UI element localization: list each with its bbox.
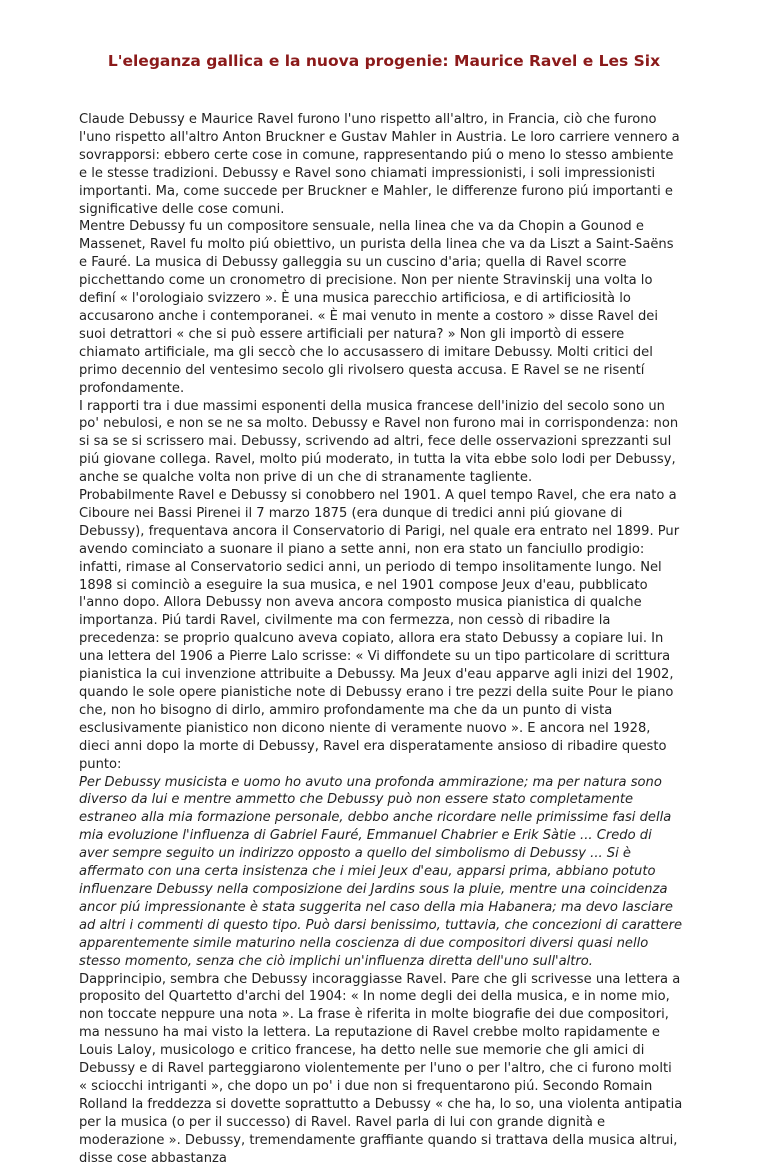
paragraph-3: I rapporti tra i due massimi esponenti della musica francese dell'inizio del secolo sono un po' nebulosi, e non se ne sa molto. Debussy e Ravel non furono mai in corrispondenza: non si sa se si scrissero mai. Debussy, scrivendo ad altri, fece delle osservazioni sprezzanti sul piú giovane collega. Ravel, molto piú moderato, in tutta la vita ebbe solo lodi per Debussy, anche se qualche volta non prive di un che di stranamente tagliente. bbox=[79, 398, 683, 488]
paragraph-4: Probabilmente Ravel e Debussy si conobbero nel 1901. A quel tempo Ravel, che era nato a Ciboure nei Bassi Pirenei il 7 marzo 1875 (era dunque di tredici anni piú giovane di Debussy), frequentava ancora il Conservatorio di Parigi, nel quale era entrato nel 1899. Pur avendo cominciato a suonare il piano a sette anni, non era stato un fanciullo prodigio: infatti, rimase al Conservatorio sedici anni, un periodo di tempo insolitamente lungo. Nel 1898 si cominciò a eseguire la sua musica, e nel 1901 compose Jeux d'eau, pubblicato l'anno dopo. Allora Debussy non aveva ancora composto musica pianistica di qualche importanza. Piú tardi Ravel, civilmente ma con fermezza, non cessò di ribadire la precedenza: se proprio qualcuno aveva copiato, allora era stato Debussy a copiare lui. In una lettera del 1906 a Pierre Lalo scrisse: « Vi diffondete su un tipo particolare di scrittura pianistica la cui invenzione attribuite a Debussy. Ma Jeux d'eau apparve agli inizi del 1902, quando le sole opere pianistiche note di Debussy erano i tre pezzi della suite Pour le piano che, non ho bisogno di dirlo, ammiro profondamente ma che da un punto di vista esclusivamente pianistico non dicono niente di veramente nuovo ». E ancora nel 1928, dieci anni dopo la morte di Debussy, Ravel era disperatamente ansioso di ribadire questo punto: bbox=[79, 487, 683, 774]
document-title: L'eleganza gallica e la nuova progenie: Maurice Ravel e Les Six bbox=[0, 52, 768, 70]
paragraph-2: Mentre Debussy fu un compositore sensuale, nella linea che va da Chopin a Gounod e Massenet, Ravel fu molto piú obiettivo, un purista della linea che va da Liszt a Saint-Saëns e Fauré. La musica di Debussy galleggia su un cuscino d'aria; quella di Ravel scorre picchettando come un cronometro di precisione. Non per niente Stravinskij una volta lo definí « l'orologiaio svizzero ». È una musica parecchio artificiosa, e di artificiosità lo accusarono anche i contemporanei. « È mai venuto in mente a costoro » disse Ravel dei suoi detrattori « che si può essere artificiali per natura? » Non gli importò di essere chiamato artificiale, ma gli seccò che lo accusassero di imitare Debussy. Molti critici del primo decennio del ventesimo secolo gli rivolsero questa accusa. E Ravel se ne risentí profondamente. bbox=[79, 218, 683, 397]
paragraph-6: Dapprincipio, sembra che Debussy incoraggiasse Ravel. Pare che gli scrivesse una lettera a proposito del Quartetto d'archi del 1904: « In nome degli dei della musica, e in nome mio, non toccate neppure una nota ». La frase è riferita in molte biografie dei due compositori, ma nessuno ha mai visto la lettera. La reputazione di Ravel crebbe molto rapidamente e Louis Laloy, musicologo e critico francese, ha detto nelle sue memorie che gli amici di Debussy e di Ravel parteggiarono violentemente per l'uno o per l'altro, che ci furono molti « sciocchi intriganti », che dopo un po' i due non si frequentarono piú. Secondo Romain Rolland la freddezza si dovette soprattutto a Debussy « che ha, lo so, una violenta antipatia per la musica (o per il successo) di Ravel. Ravel parla di lui con grande dignità e moderazione ». Debussy, tremendamente graffiante quando si trattava della musica altrui, disse cose abbastanza bbox=[79, 971, 683, 1167]
document-body bbox=[79, 111, 683, 1167]
paragraph-1: Claude Debussy e Maurice Ravel furono l'uno rispetto all'altro, in Francia, ciò che furono l'uno rispetto all'altro Anton Bruckner e Gustav Mahler in Austria. Le loro carriere vennero a sovrapporsi: ebbero certe cose in comune, rappresentando piú o meno lo stesso ambiente e le stesse tradizioni. Debussy e Ravel sono chiamati impressionisti, i soli impressionisti importanti. Ma, come succede per Bruckner e Mahler, le differenze furono piú importanti e significative delle cose comuni. bbox=[79, 111, 683, 218]
quoted-passage: Per Debussy musicista e uomo ho avuto una profonda ammirazione; ma per natura sono diverso da lui e mentre ammetto che Debussy può non essere stato completamente estraneo alla mia formazione personale, debbo anche ricordare nelle primissime fasi della mia evoluzione l'influenza di Gabriel Fauré, Emmanuel Chabrier e Erik Sàtie ... Credo di aver sempre seguito un indirizzo opposto a quello del simbolismo di Debussy ... Si è affermato con una certa insistenza che i miei Jeux d'eau, apparsi prima, abbiano potuto influenzare Debussy nella composizione dei Jardins sous la pluie, mentre una coincidenza ancor piú impressionante è stata suggerita nel caso della mia Habanera; ma devo lasciare ad altri i commenti di questo tipo. Può darsi benissimo, tuttavia, che concezioni di carattere apparentemente simile maturino nella coscienza di due compositori diversi quasi nello stesso momento, senza che ciò implichi un'influenza diretta dell'uno sull'altro. bbox=[79, 774, 683, 971]
